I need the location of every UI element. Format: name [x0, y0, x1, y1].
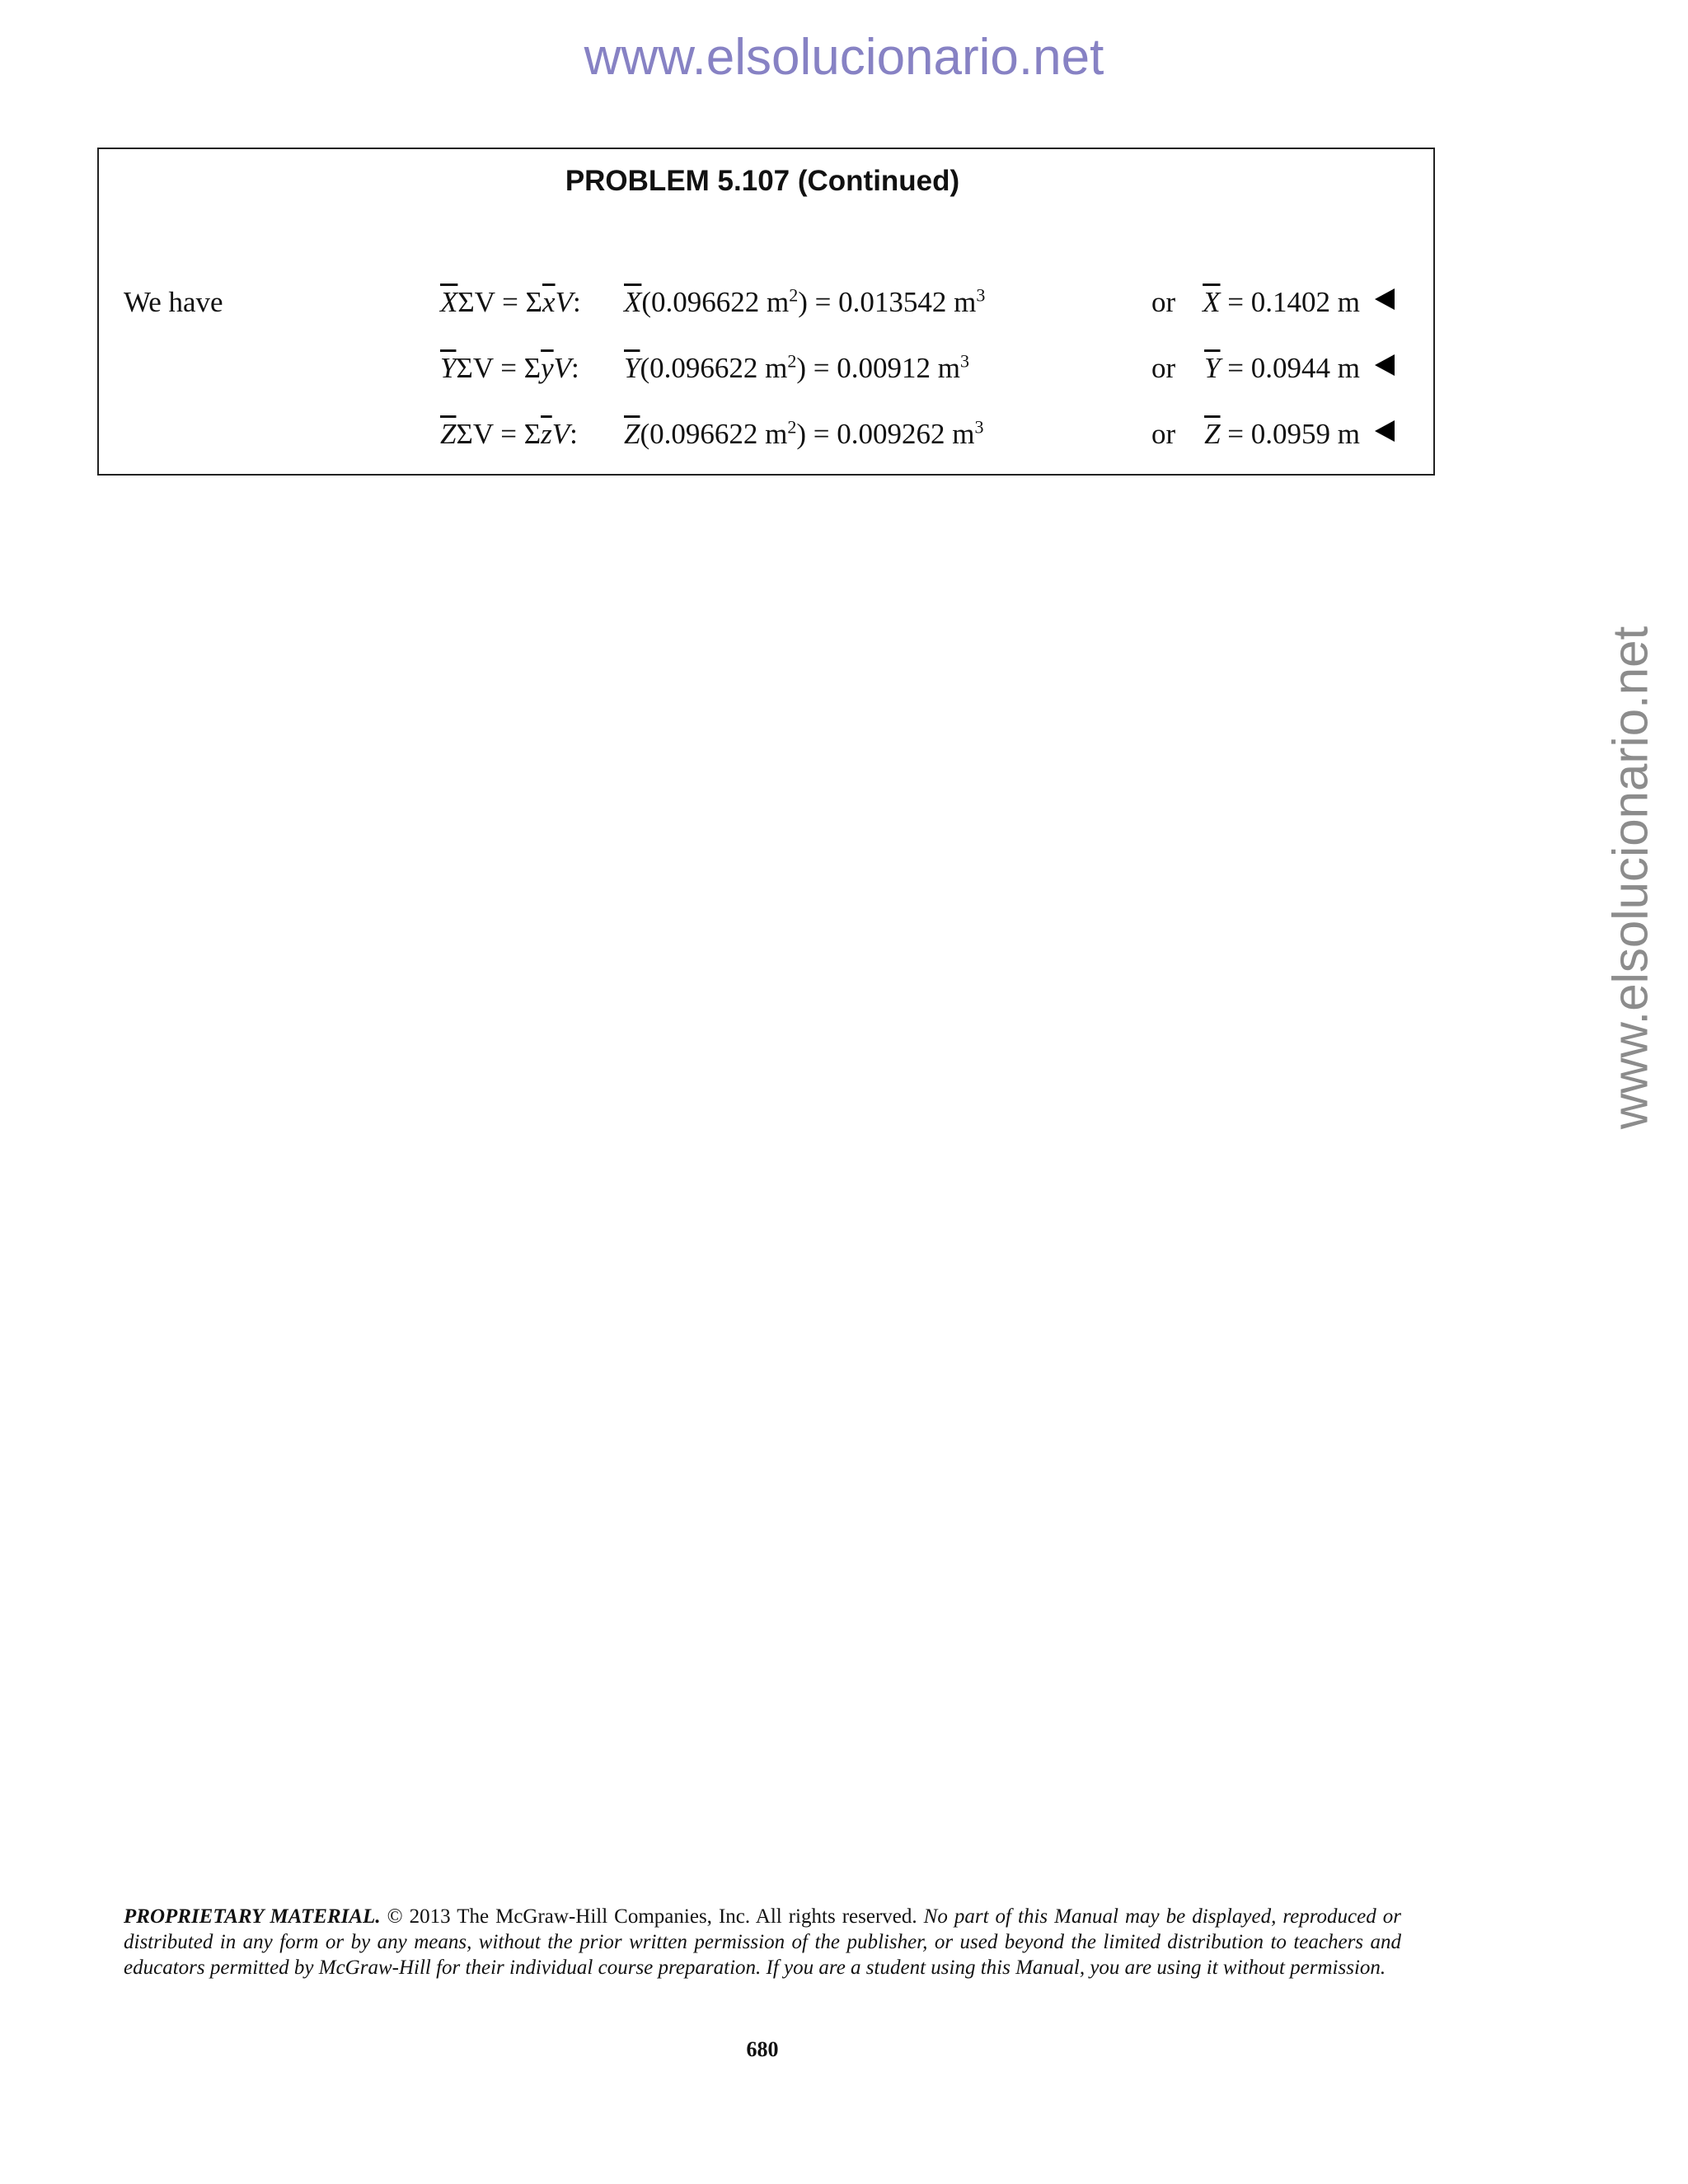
equation-lhs-z: $\overline{Z}\Sigma V = \Sigma\overline{z}V$:: [440, 418, 578, 450]
result-y: $\overline{Y} = 0.0944$ m: [1204, 352, 1360, 384]
result-z: $\overline{Z} = 0.0959$ m: [1204, 418, 1360, 450]
or-label: or: [1151, 418, 1176, 450]
left-triangle-icon: [1375, 354, 1395, 376]
proprietary-notice: [124, 1904, 1401, 1980]
notice-label: PROPRIETARY MATERIAL.: [124, 1905, 381, 1928]
watermark-side: www.elsolucionario.net: [1602, 626, 1658, 1130]
or-label: or: [1151, 286, 1176, 318]
result-x: $\overline{X} = 0.1402$ m: [1203, 286, 1360, 318]
notice-text: No part of this Manual may be displayed, reproduced or distributed in any form or by any means, without the prior written permission of the publisher, or used beyond the limited distribution to teachers and educators permitted by McGraw-Hill for their individual course preparation. If you are a student using this Manual, you are using it without permission.: [124, 1905, 1401, 1979]
intro-text: We have: [124, 286, 223, 318]
page-number: 680: [746, 2037, 779, 2061]
watermark-top: www.elsolucionario.net: [584, 29, 1104, 86]
problem-title: PROBLEM 5.107 (Continued): [565, 165, 960, 197]
left-triangle-icon: [1375, 288, 1395, 310]
left-triangle-icon: [1375, 420, 1395, 442]
equation-lhs-y: $\overline{Y}\Sigma V = \Sigma\overline{y}V$:: [440, 352, 579, 384]
equation-rhs-x: $\overline{X}(0.096622$ $m^2) = 0.013542$ $m^3$: [624, 284, 986, 318]
equation-lhs-x: $\overline{X}\Sigma V = \Sigma\overline{x}V$:: [440, 286, 581, 318]
equation-rhs-y: $\overline{Y}(0.096622$ $m^2) = 0.00912$ $m^3$: [624, 350, 969, 384]
copyright-text: © 2013 The McGraw-Hill Companies, Inc. All rights reserved.: [380, 1905, 924, 1928]
or-label: or: [1151, 352, 1176, 384]
equation-rhs-z: $\overline{Z}(0.096622$ $m^2) = 0.009262$ $m^3$: [624, 416, 984, 450]
